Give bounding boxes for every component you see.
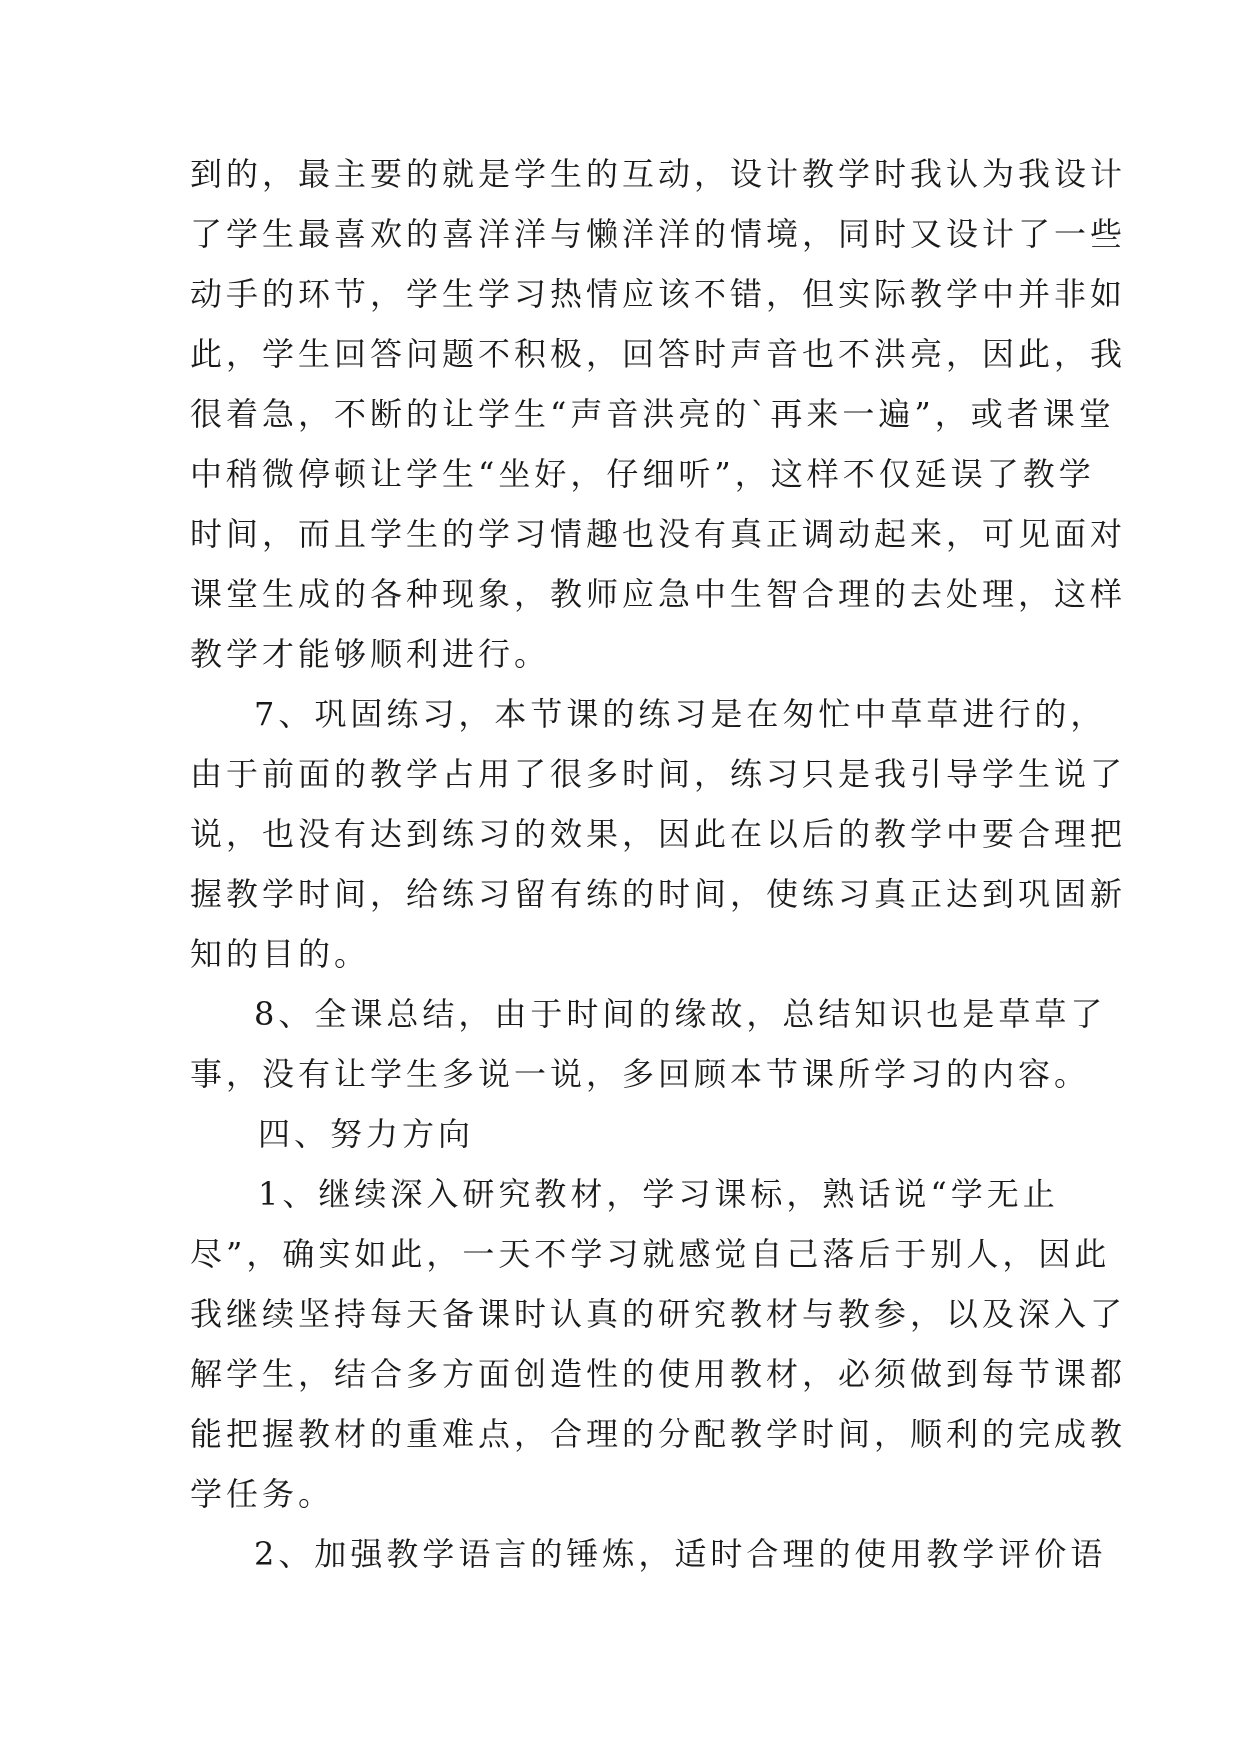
paragraph-line: 2、加强教学语言的锤炼，适时合理的使用教学评价语 — [254, 1535, 1107, 1573]
paragraph-line: 7、巩固练习，本节课的练习是在匆忙中草草进行的， — [254, 695, 1107, 733]
paragraph-line: 时间，而且学生的学习情趣也没有真正调动起来，可见面对 — [190, 515, 1127, 553]
paragraph-line: 教学才能够顺利进行。 — [190, 635, 551, 673]
paragraph-line: 很着急，不断的让学生“声音洪亮的`再来一遍”，或者课堂 — [190, 395, 1115, 433]
paragraph-line: 中稍微停顿让学生“坐好，仔细听”，这样不仅延误了教学 — [190, 455, 1095, 493]
paragraph-line: 1、继续深入研究教材，学习课标，熟话说“学无止 — [258, 1175, 1059, 1213]
paragraph-line: 能把握教材的重难点，合理的分配教学时间，顺利的完成教 — [190, 1415, 1127, 1453]
paragraph-line: 由于前面的教学占用了很多时间，练习只是我引导学生说了 — [190, 755, 1127, 793]
paragraph-line: 学任务。 — [190, 1475, 335, 1513]
paragraph-line: 了学生最喜欢的喜洋洋与懒洋洋的情境，同时又设计了一些 — [190, 215, 1127, 253]
paragraph-line: 动手的环节，学生学习热情应该不错，但实际教学中并非如 — [190, 275, 1127, 313]
paragraph-line: 课堂生成的各种现象，教师应急中生智合理的去处理，这样 — [190, 575, 1127, 613]
paragraph-line: 解学生，结合多方面创造性的使用教材，必须做到每节课都 — [190, 1355, 1127, 1393]
paragraph-line: 到的，最主要的就是学生的互动，设计教学时我认为我设计 — [190, 155, 1127, 193]
paragraph-line: 说，也没有达到练习的效果，因此在以后的教学中要合理把 — [190, 815, 1127, 853]
paragraph-line: 我继续坚持每天备课时认真的研究教材与教参，以及深入了 — [190, 1295, 1127, 1333]
paragraph-line: 8、全课总结，由于时间的缘故，总结知识也是草草了 — [254, 995, 1107, 1033]
paragraph-line: 事，没有让学生多说一说，多回顾本节课所学习的内容。 — [190, 1055, 1091, 1093]
paragraph-line: 知的目的。 — [190, 935, 371, 973]
paragraph-line: 握教学时间，给练习留有练的时间，使练习真正达到巩固新 — [190, 875, 1127, 913]
paragraph-line: 此，学生回答问题不积极，回答时声音也不洪亮，因此，我 — [190, 335, 1127, 373]
section-heading: 四、努力方向 — [258, 1115, 475, 1153]
paragraph-line: 尽”，确实如此，一天不学习就感觉自己落后于别人，因此 — [190, 1235, 1111, 1273]
